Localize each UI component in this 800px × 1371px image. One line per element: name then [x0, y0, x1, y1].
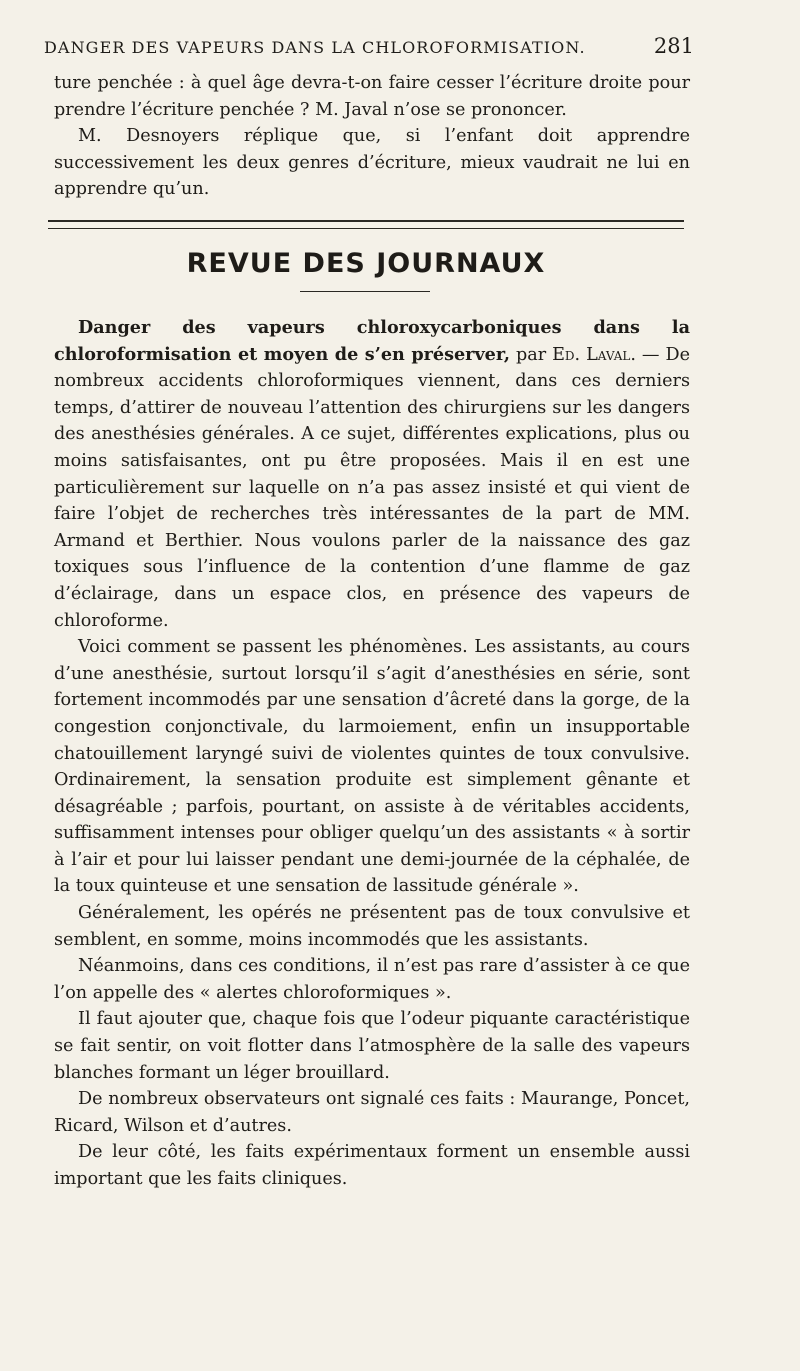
page-number: 281	[653, 34, 694, 58]
running-head	[44, 34, 694, 58]
byline-prefix: par	[515, 344, 547, 365]
article-paragraph: — De nombreux accidents chloroformiques viennent, dans ces derniers temps, d’attirer de nouveau l’attention des chirurgiens sur les dangers des anesthésies générales. A ce sujet, différentes explications, plus ou moins satisfaisantes, ont pu être proposées. Mais il en est une particulièrement sur laquelle on n’a pas assez insisté et qui vient de faire l’objet de recherches très intéressantes de la part de MM. Armand et Berthier. Nous voulons parler de la naissance des gaz toxiques sous l’influence de la contention d’une flamme de gaz d’éclairage, dans un espace clos, en présence des vapeurs de chloroforme.	[54, 344, 690, 631]
article-paragraph: Néanmoins, dans ces conditions, il n’est pas rare d’assister à ce que l’on appelle des « alertes chloroformiques ».	[54, 956, 690, 1003]
running-title: DANGER DES VAPEURS DANS LA CHLOROFORMISATION.	[44, 38, 586, 57]
article-paragraph: De leur côté, les faits expérimentaux forment un ensemble aussi important que les faits cliniques.	[54, 1142, 690, 1189]
article-paragraph: Voici comment se passent les phénomènes. Les assistants, au cours d’une anesthésie, surtout lorsqu’il s’agit d’anesthésies en série, sont fortement incommodés par une sensation d’âcreté dans la gorge, de la congestion conjonctivale, du larmoiement, enfin un insupportable chatouillement laryngé suivi de violentes quintes de toux convulsive. Ordinairement, la sensation produite est simplement gênante et désagréable ; parfois, pourtant, on assiste à de véritables accidents, suffisamment intenses pour obliger quelqu’un des assistants « à sortir à l’air et pour lui laisser pendant une demi-journée de la céphalée, de la toux quinteuse et une sensation de lassitude générale ».	[54, 637, 690, 897]
article-author: Ed. Laval.	[552, 344, 636, 365]
article-title: Danger des vapeurs chloroxycarboniques dans la chloroformisation et moyen de s’en préserver,	[54, 317, 690, 365]
article	[54, 315, 690, 1193]
heading-underline-rule	[300, 291, 430, 292]
article-paragraph: Il faut ajouter que, chaque fois que l’odeur piquante caractéristique se fait sentir, on voit flotter dans l’atmosphère de la salle des vapeurs blanches formant un léger brouillard.	[54, 1009, 690, 1083]
article-paragraph: De nombreux observateurs ont signalé ces faits : Maurange, Poncet, Ricard, Wilson et d’autres.	[54, 1089, 690, 1136]
continuation-paragraph: M. Desnoyers réplique que, si l’enfant doit apprendre successivement les deux genres d’écriture, mieux vaudrait ne lui en apprendre qu’un.	[54, 126, 690, 200]
article-lead-paragraph	[54, 315, 690, 634]
continuation-paragraph: ture penchée : à quel âge devra-t-on faire cesser l’écriture droite pour prendre l’écriture penchée ? M. Javal n’ose se prononcer.	[54, 73, 690, 120]
article-paragraph: Généralement, les opérés ne présentent pas de toux convulsive et semblent, en somme, moins incommodés que les assistants.	[54, 903, 690, 950]
continuation-text	[54, 70, 690, 203]
section-heading: REVUE DES JOURNAUX	[186, 248, 546, 279]
section-divider-double-rule	[48, 220, 684, 229]
